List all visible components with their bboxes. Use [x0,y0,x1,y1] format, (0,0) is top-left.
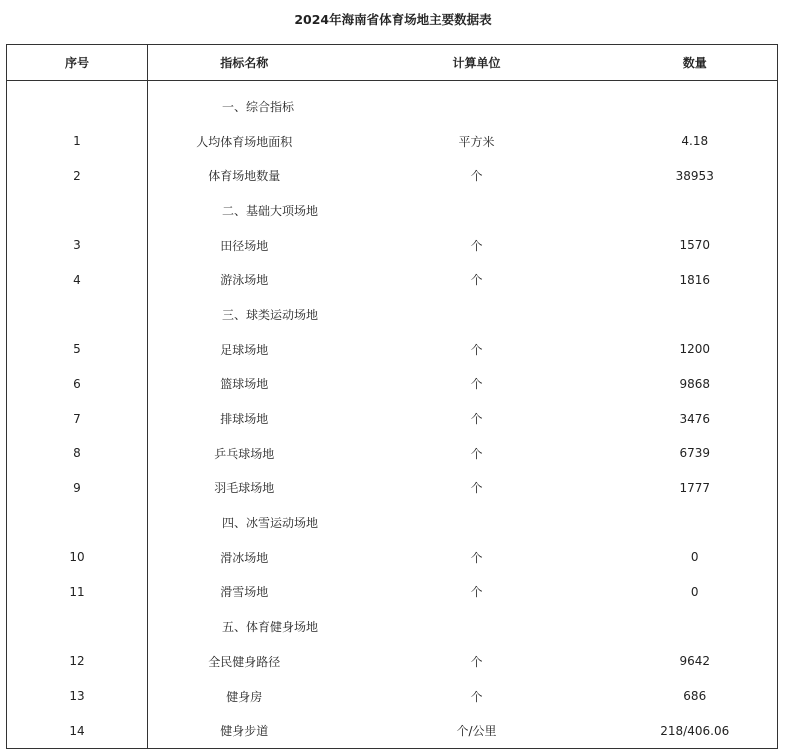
header-qty: 数量 [613,45,778,81]
indicator-name-cell: 健身步道 [220,724,269,739]
table-row [7,401,778,436]
unit-cell: 平方米 [458,134,495,149]
seq-cell: 1 [7,124,148,159]
qty-cell: 3476 [679,411,711,426]
unit-cell: 个 [470,238,483,253]
table-row [7,158,778,193]
unit-cell: 个/公里 [456,724,497,739]
table-row [7,228,778,263]
spacer-cell [613,81,778,90]
table-row [7,575,778,610]
indicator-name-cell: 羽毛球场地 [214,481,275,496]
unit-cell: 个 [470,169,483,184]
qty-cell: 6739 [679,446,711,461]
section-label: 四、冰雪运动场地 [222,516,319,531]
seq-cell: 12 [7,644,148,679]
spacer-cell [341,81,613,90]
header-row [7,45,778,81]
indicator-name-cell: 滑雪场地 [220,585,269,600]
indicator-name-cell: 人均体育场地面积 [196,134,293,149]
qty-cell [613,505,778,540]
seq-cell [7,505,148,540]
section-row [7,193,778,228]
table-row [7,332,778,367]
qty-cell: 1777 [679,480,711,495]
unit-cell: 个 [470,481,483,496]
unit-cell: 个 [470,273,483,288]
section-label: 一、综合指标 [222,99,295,114]
unit-cell: 个 [470,377,483,392]
data-table [6,44,778,749]
spacer-cell [7,81,148,90]
section-label: 三、球类运动场地 [222,307,319,322]
section-row [7,297,778,332]
seq-cell: 9 [7,471,148,506]
unit-cell: 个 [470,689,483,704]
unit-cell: 个 [470,342,483,357]
unit-cell: 个 [470,412,483,427]
table-row [7,367,778,402]
indicator-name-cell: 体育场地数量 [208,169,281,184]
indicator-name-cell: 游泳场地 [220,273,269,288]
qty-cell [613,89,778,124]
unit-cell: 个 [470,654,483,669]
table-row [7,262,778,297]
seq-cell: 7 [7,401,148,436]
qty-cell: 0 [690,584,699,599]
seq-cell: 14 [7,713,148,748]
seq-cell: 2 [7,158,148,193]
unit-cell: 个 [470,446,483,461]
table-row [7,471,778,506]
qty-cell: 38953 [675,168,714,183]
qty-cell: 218/406.06 [660,723,730,738]
header-name: 指标名称 [148,45,341,81]
seq-cell: 3 [7,228,148,263]
table-row [7,644,778,679]
unit-cell [341,505,613,540]
section-label: 五、体育健身场地 [222,620,319,635]
qty-cell [613,609,778,644]
seq-cell [7,89,148,124]
spacer-cell [148,81,341,90]
qty-cell: 1200 [679,342,711,357]
table-body [7,81,778,749]
section-row [7,89,778,124]
seq-cell [7,609,148,644]
table-row [7,713,778,748]
qty-cell: 686 [683,689,707,704]
indicator-name-cell: 全民健身路径 [208,654,281,669]
unit-cell: 个 [470,550,483,565]
header-seq: 序号 [7,45,148,81]
seq-cell: 11 [7,575,148,610]
table-title: 2024年海南省体育场地主要数据表 [294,12,492,27]
qty-cell: 9868 [679,376,711,391]
unit-cell: 个 [470,585,483,600]
indicator-name-cell: 篮球场地 [220,377,269,392]
indicator-name-cell: 乒乓球场地 [214,446,275,461]
seq-cell: 10 [7,540,148,575]
seq-cell: 8 [7,436,148,471]
seq-cell [7,297,148,332]
qty-cell [613,193,778,228]
section-row [7,505,778,540]
header-unit: 计算单位 [341,45,613,81]
table-row [7,679,778,714]
unit-cell [341,89,613,124]
table-row [7,124,778,159]
qty-cell: 9642 [679,654,711,669]
indicator-name-cell: 排球场地 [220,412,269,427]
qty-cell: 1816 [679,272,711,287]
table-row [7,436,778,471]
seq-cell: 5 [7,332,148,367]
table-row [7,540,778,575]
section-row [7,609,778,644]
section-label: 二、基础大项场地 [222,203,319,218]
spacer-row [7,81,778,90]
qty-cell [613,297,778,332]
unit-cell [341,609,613,644]
indicator-name-cell: 田径场地 [220,238,269,253]
seq-cell [7,193,148,228]
seq-cell: 4 [7,262,148,297]
unit-cell [341,193,613,228]
seq-cell: 6 [7,367,148,402]
qty-cell: 0 [690,550,699,565]
qty-cell: 4.18 [681,134,709,149]
indicator-name-cell: 健身房 [226,689,263,704]
indicator-name-cell: 足球场地 [220,342,269,357]
table-header [7,45,778,81]
indicator-name-cell: 滑冰场地 [220,550,269,565]
unit-cell [341,297,613,332]
seq-cell: 13 [7,679,148,714]
qty-cell: 1570 [679,238,711,253]
